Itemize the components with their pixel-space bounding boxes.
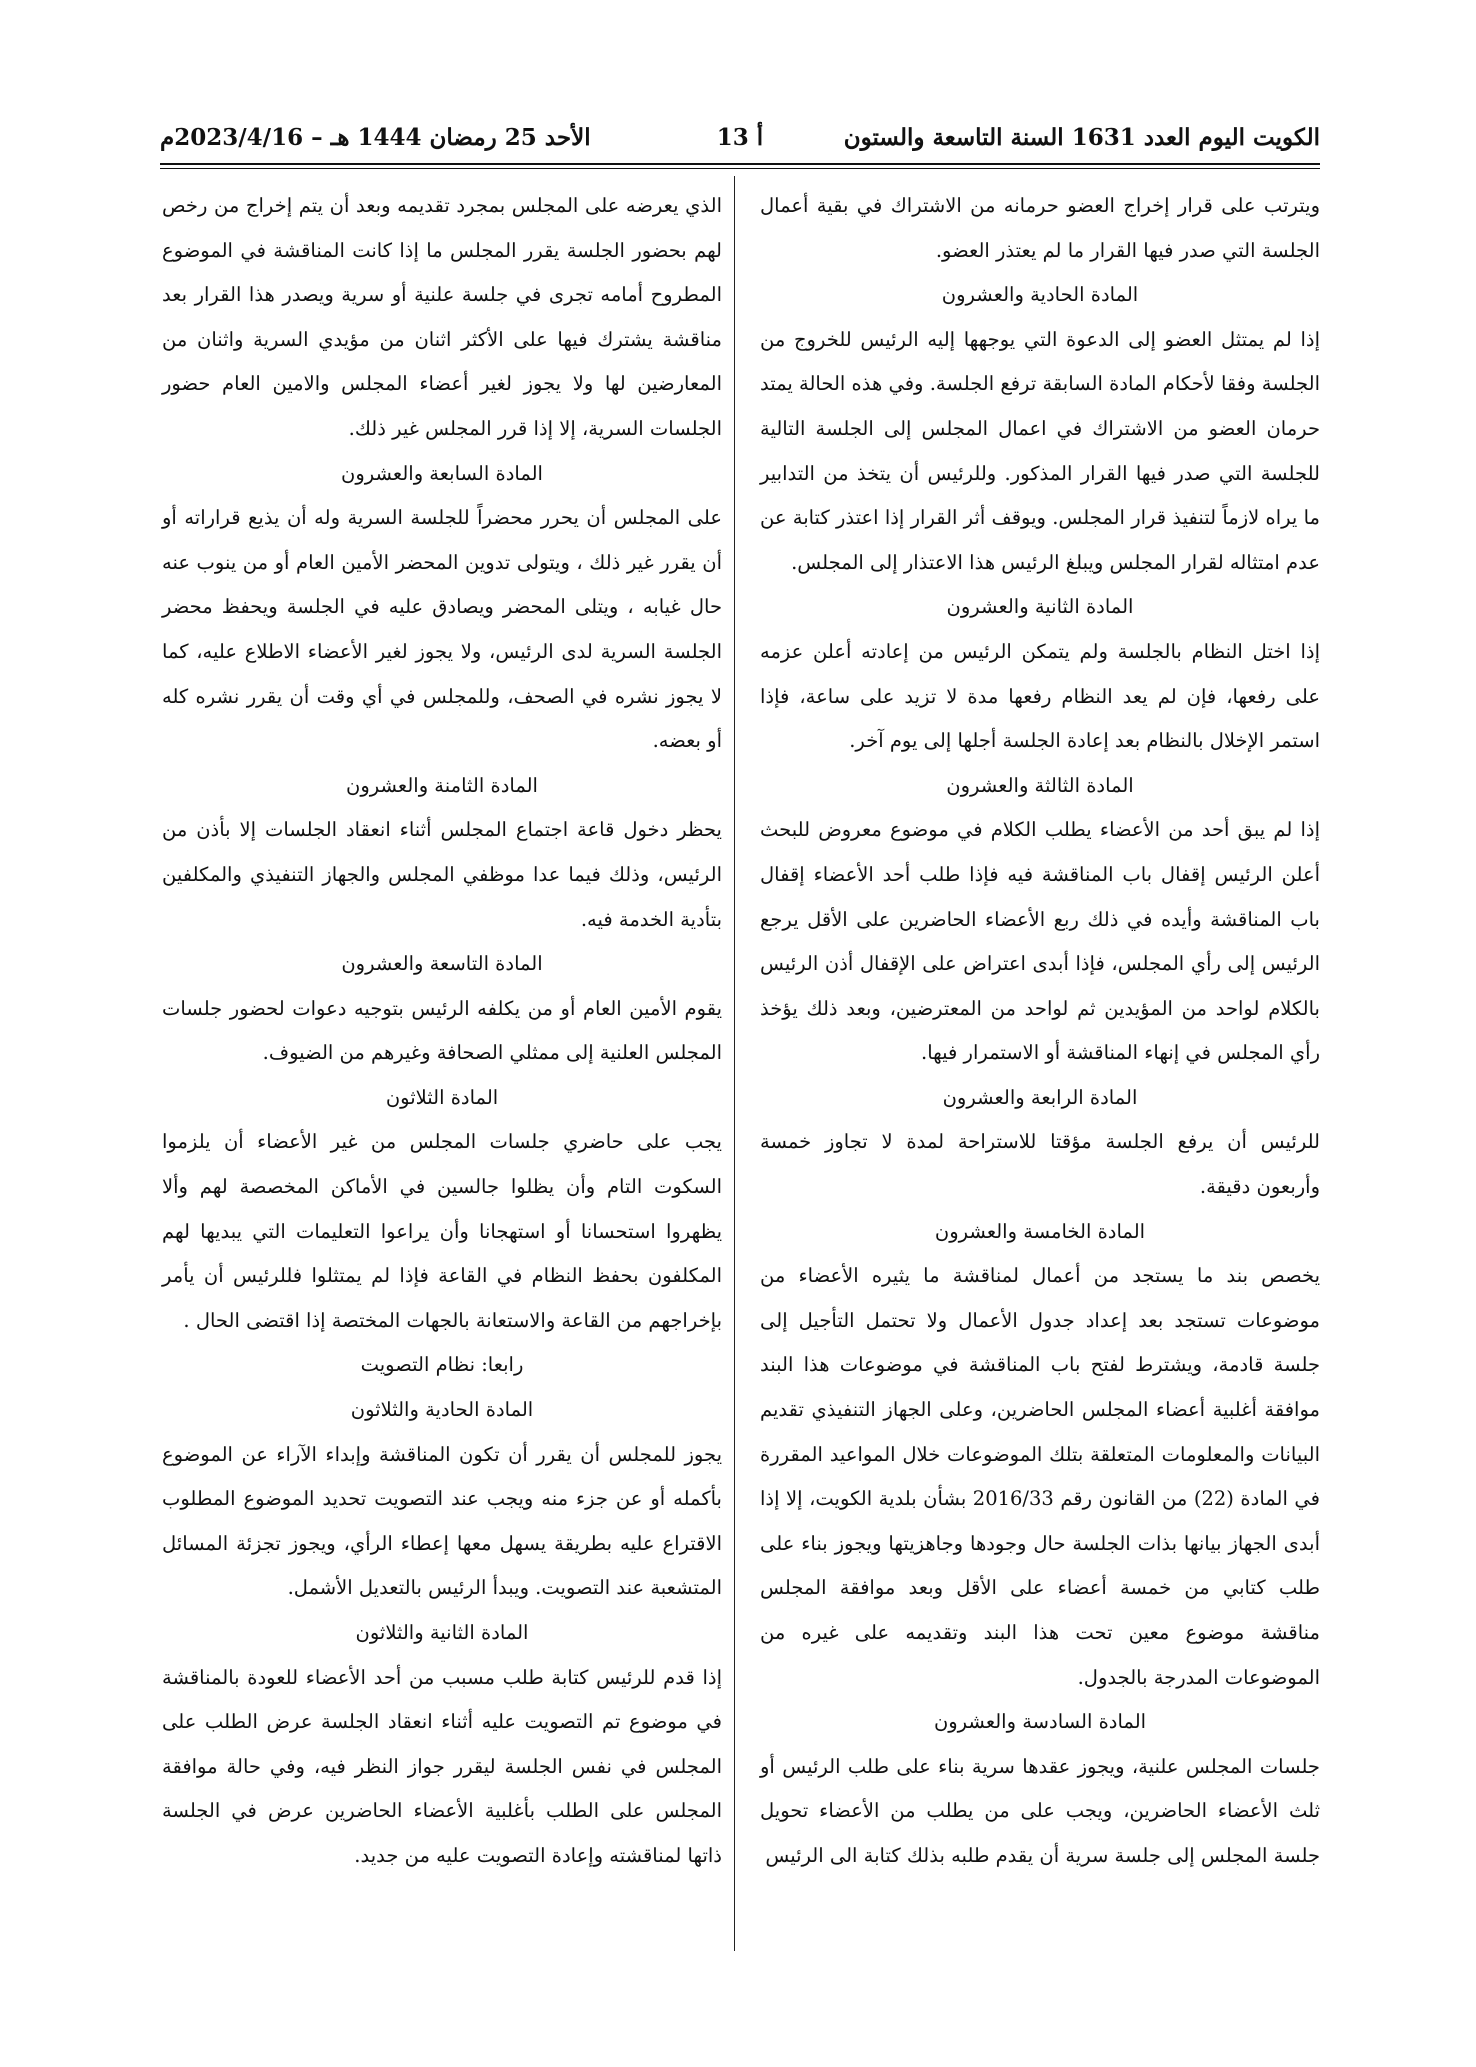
article-heading: المادة الثلاثون (385, 1085, 499, 1109)
article-heading: المادة السابعة والعشرون (341, 461, 543, 485)
article-paragraph: يخصص بند ما يستجد من أعمال لمناقشة ما يثيره الأعضاء من موضوعات تستجد بعد إعداد جدول الأعمال ولا تحتمل التأجيل إلى جلسة قادمة، ويشترط لفتح باب المناقشة في موضوعات هذا البند موافقة أغلبية أعضاء المجلس الحاضرين، وعلى الجهاز التنفيذي تقديم البيانات والمعلومات المتعلقة بتلك الموضوعات خلال المواعيد المقررة في المادة (22) من القانون رقم 2016/33 بشأن بلدية الكويت، إلا إذا أبدى الجهاز بيانها بذات الجلسة حال وجودها وجاهزيتها ويجوز بناء على طلب كتابي من خمسة أعضاء على الأقل وبعد موافقة المجلس مناقشة موضوع معين تحت هذا البند وتقديمه على غيره من الموضوعات المدرجة بالجدول. (760, 1264, 1320, 1689)
column-divider (734, 176, 735, 1951)
left-column (162, 184, 722, 1879)
article-paragraph: للرئيس أن يرفع الجلسة مؤقتا للاستراحة لمدة لا تجاوز خمسة وأربعون دقيقة. (760, 1130, 1320, 1199)
header-issue-info: الكويت اليوم العدد 1631 السنة التاسعة والستون (843, 124, 1320, 151)
article-paragraph: إذا اختل النظام بالجلسة ولم يتمكن الرئيس من إعادته أعلن عزمه على رفعها، فإن لم يعد النظام رفعها مدة لا تزيد على ساعة، فإذا استمر الإخلال بالنظام بعد إعادة الجلسة أجلها إلى يوم آخر. (760, 639, 1320, 753)
article-heading: المادة الثانية والعشرون (946, 595, 1134, 619)
article-paragraph: الذي يعرضه على المجلس بمجرد تقديمه وبعد أن يتم إخراج من رخص لهم بحضور الجلسة يقرر المجلس ما إذا كانت المناقشة في الموضوع المطروح أمامه تجرى في جلسة علنية أو سرية ويصدر هذا القرار بعد مناقشة يشترك فيها على الأكثر اثنان من مؤيدي السرية واثنان من المعارضين لها ولا يجوز لغير أعضاء المجلس والامين العام حضور الجلسات السرية، إلا إذا قرر المجلس غير ذلك. (162, 194, 722, 440)
article-paragraph: يجب على حاضري جلسات المجلس من غير الأعضاء أن يلزموا السكوت التام وأن يظلوا جالسين في الأماكن المخصصة لهم وألا يظهروا استحسانا أو استهجانا وأن يراعوا التعليمات التي يبديها لهم المكلفون بحفظ النظام في القاعة فإذا لم يمتثلوا فللرئيس أن يأمر بإخراجهم من القاعة والاستعانة بالجهات المختصة إذا اقتضى الحال . (162, 1130, 722, 1332)
article-paragraph: يقوم الأمين العام أو من يكلفه الرئيس بتوجيه دعوات لحضور جلسات المجلس العلنية إلى ممثلي الصحافة وغيرهم من الضيوف. (162, 996, 722, 1065)
article-heading: المادة الحادية والعشرون (941, 283, 1139, 307)
right-column (760, 184, 1320, 1879)
article-paragraph: يجوز للمجلس أن يقرر أن تكون المناقشة وإبداء الآراء عن الموضوع بأكمله أو عن جزء منه ويجب عند التصويت تحديد الموضوع المطلوب الاقتراع عليه بطريقة يسهل معها إعطاء الرأي، ويجوز تجزئة المسائل المتشعبة عند التصويت. ويبدأ الرئيس بالتعديل الأشمل. (162, 1442, 722, 1600)
article-paragraph: جلسات المجلس علنية، ويجوز عقدها سرية بناء على طلب الرئيس أو ثلث الأعضاء الحاضرين، ويجب على من يطلب من الأعضاء تحويل جلسة المجلس إلى جلسة سرية أن يقدم طلبه بذلك كتابة الى الرئيس (760, 1754, 1320, 1867)
article-paragraph: على المجلس أن يحرر محضراً للجلسة السرية وله أن يذيع قراراته أو أن يقرر غير ذلك ، ويتولى تدوين المحضر الأمين العام أو من ينوب عنه حال غيابه ، ويتلى المحضر ويصادق عليه في الجلسة ويحفظ محضر الجلسة السرية لدى الرئيس، ولا يجوز لغير الأعضاء الاطلاع عليه، كما لا يجوز نشره في الصحف، وللمجلس في أي وقت أن يقرر نشره كله أو بعضه. (162, 506, 722, 753)
article-paragraph: إذا قدم للرئيس كتابة طلب مسبب من أحد الأعضاء للعودة بالمناقشة في موضوع تم التصويت عليه أثناء انعقاد الجلسة عرض الطلب على المجلس في نفس الجلسة ليقرر جواز النظر فيه، وفي حالة موافقة المجلس على الطلب بأغلبية الأعضاء الحاضرين عرض في الجلسة ذاتها لمناقشته وإعادة التصويت عليه من جديد. (162, 1665, 722, 1867)
article-heading: المادة الخامسة والعشرون (934, 1219, 1146, 1243)
article-paragraph: ويترتب على قرار إخراج العضو حرمانه من الاشتراك في بقية أعمال الجلسة التي صدر فيها القرار ما لم يعتذر العضو. (760, 194, 1320, 262)
page-header (160, 118, 1320, 162)
article-paragraph: يحظر دخول قاعة اجتماع المجلس أثناء انعقاد الجلسات إلا بأذن من الرئيس، وذلك فيما عدا موظفي المجلس والجهاز التنفيذي والمكلفين بتأدية الخدمة فيه. (162, 818, 722, 931)
article-paragraph: إذا لم يبق أحد من الأعضاء يطلب الكلام في موضوع معروض للبحث أعلن الرئيس إقفال باب المناقشة فيه فإذا طلب أحد الأعضاء إقفال باب المناقشة وأيده في ذلك ربع الأعضاء الحاضرين على الأقل يرجع الرئيس إلى رأي المجلس، فإذا أبدى اعتراض على الإقفال أذن الرئيس بالكلام لواحد من المؤيدين ثم لواحد من المعترضين، وبعد ذلك يؤخذ رأي المجلس في إنهاء المناقشة أو الاستمرار فيها. (760, 818, 1320, 1065)
header-date: الأحد 25 رمضان 1444 هـ – 2023/4/16م (160, 124, 591, 151)
article-heading: المادة الثامنة والعشرون (346, 773, 538, 797)
article-heading: المادة السادسة والعشرون (933, 1710, 1147, 1734)
article-heading: المادة التاسعة والعشرون (341, 952, 543, 976)
article-heading: المادة الرابعة والعشرون (942, 1085, 1138, 1109)
article-heading: رابعا: نظام التصويت (360, 1353, 524, 1377)
header-rule (160, 163, 1320, 165)
header-rule-thin (160, 168, 1320, 169)
article-heading: المادة الثانية والثلاثون (355, 1621, 529, 1644)
article-paragraph: إذا لم يمتثل العضو إلى الدعوة التي يوجهها إليه الرئيس للخروج من الجلسة وفقا لأحكام المادة السابقة ترفع الجلسة. وفي هذه الحالة يمتد حرمان العضو من الاشتراك في اعمال المجلس إلى الجلسة التالية للجلسة التي صدر فيها القرار المذكور. وللرئيس أن يتخذ من التدابير ما يراه لازماً لتنفيذ قرار المجلس. ويوقف أثر القرار إذا اعتذر كتابة عن عدم امتثاله لقرار المجلس ويبلغ الرئيس هذا الاعتذار إلى المجلس. (760, 327, 1320, 574)
header-page-number: أ 13 (716, 124, 764, 151)
article-heading: المادة الحادية والثلاثون (350, 1398, 534, 1422)
article-heading: المادة الثالثة والعشرون (946, 773, 1134, 797)
